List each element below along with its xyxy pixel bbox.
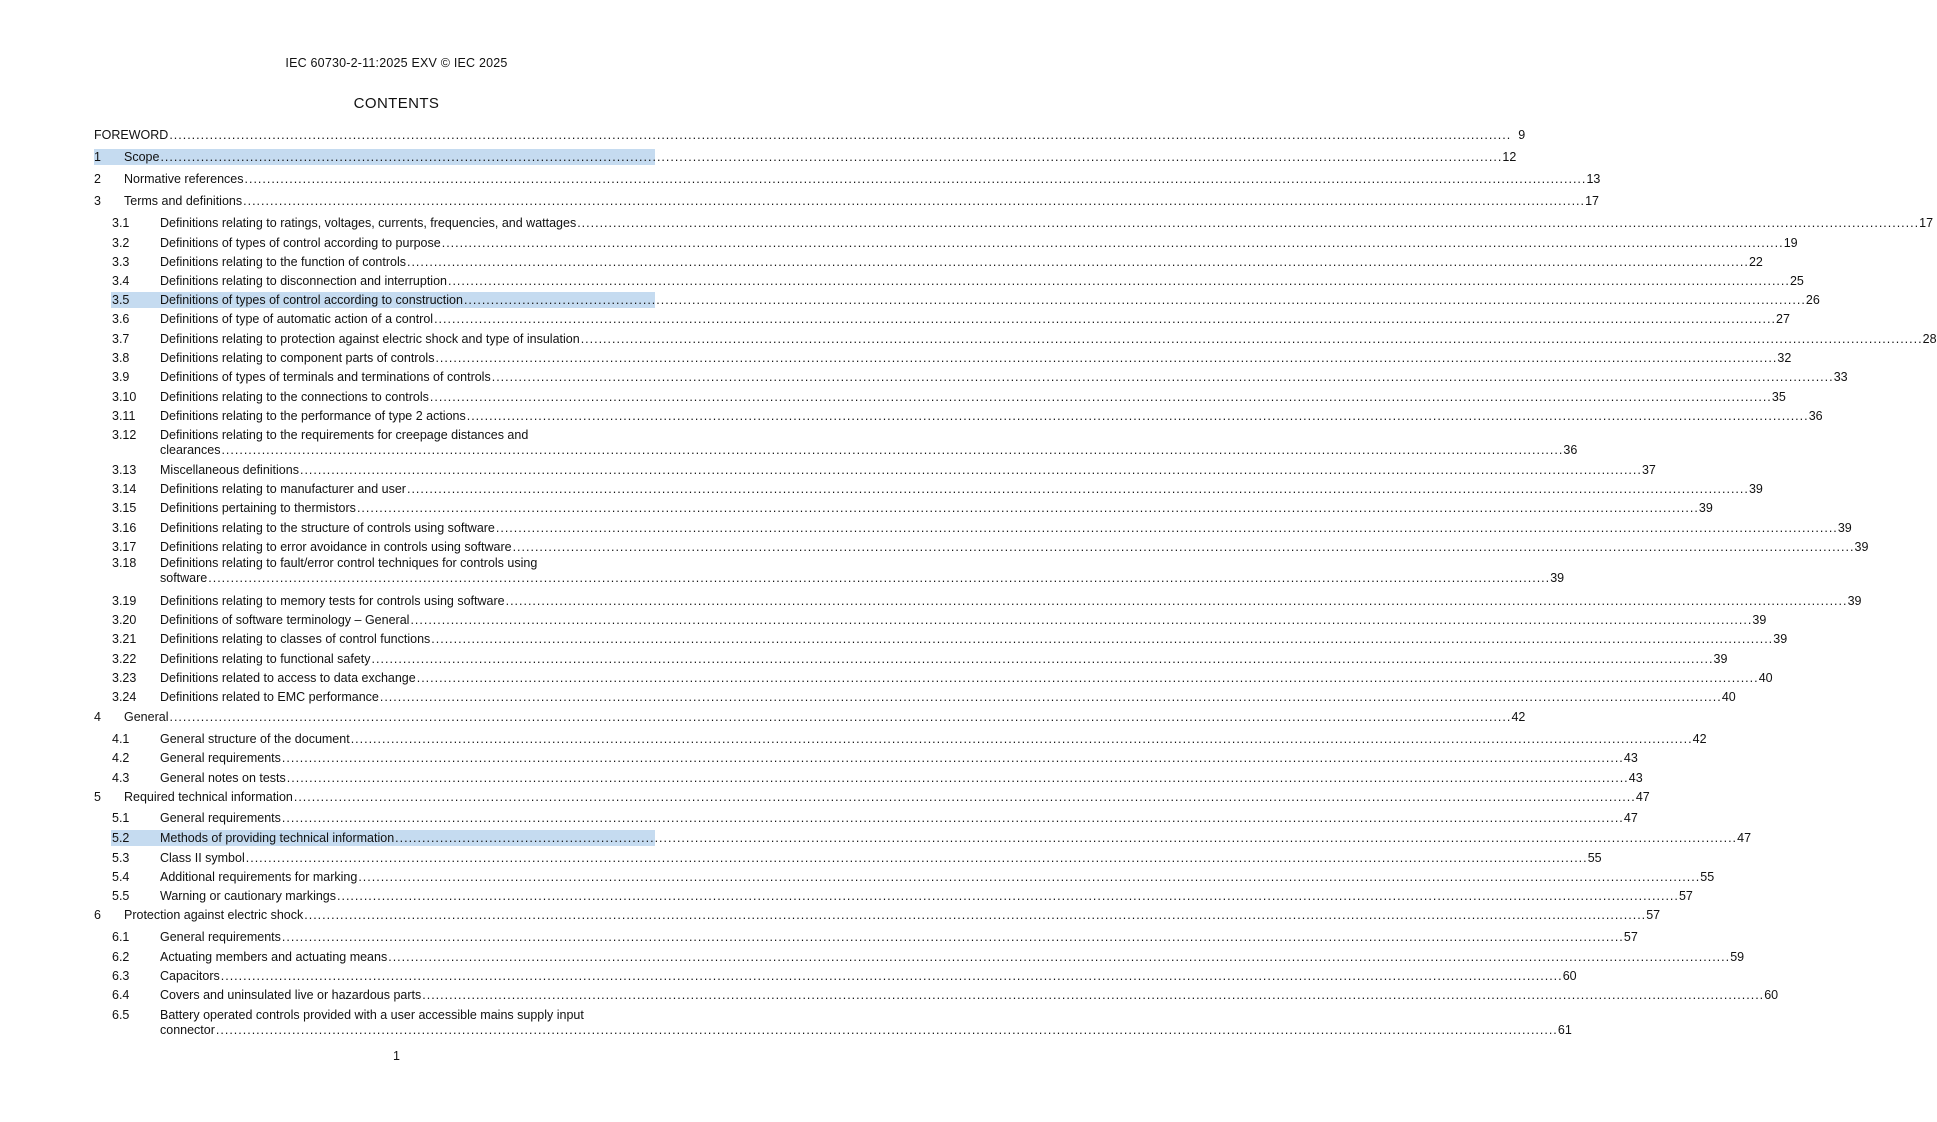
toc-entry-page: 22: [1748, 255, 1763, 269]
toc-entry-page: 39: [1550, 571, 1565, 585]
toc-entry-title: connector: [160, 1023, 215, 1037]
toc-entry-page: 47: [1737, 831, 1752, 845]
toc-entry-title: Definitions relating to manufacturer and user: [160, 482, 406, 496]
toc-entry-page: 43: [1623, 751, 1638, 765]
toc-entry-number: 5.5: [112, 889, 130, 903]
dot-leader: ............................................................................................................................................................................................................................................................................................................: [580, 332, 1923, 346]
toc-entry-page: 39: [1847, 594, 1862, 608]
toc-entry-number: 3.13: [112, 463, 137, 477]
dot-leader: ............................................................................................................................................................................................................................................................................................................: [293, 790, 1636, 804]
toc-entry-number: 4.2: [112, 751, 130, 765]
toc-entry-title: clearances: [160, 443, 221, 457]
toc-entry-page: 36: [1563, 443, 1578, 457]
toc-entry[interactable]: [94, 255, 1763, 270]
toc-entry-title: Definitions relating to disconnection and interruption: [160, 274, 447, 288]
toc-entry[interactable]: [94, 521, 1852, 536]
toc-entry-page: 60: [1764, 988, 1779, 1002]
toc-entry-page: 40: [1758, 671, 1773, 685]
toc-entry-title: Definitions of software terminology – General: [160, 613, 410, 627]
toc-entry-title: Terms and definitions: [124, 194, 243, 208]
toc-entry-title: General requirements: [160, 930, 281, 944]
toc-entry-number: 3.6: [112, 312, 130, 326]
toc-entry-number: 3.14: [112, 482, 137, 496]
toc-entry[interactable]: [94, 409, 1823, 424]
dot-leader: ............................................................................................................................................................................................................................................................................................................: [441, 236, 1784, 250]
toc-entry[interactable]: [94, 632, 1788, 647]
toc-entry-title: General: [124, 710, 169, 724]
dot-leader: ............................................................................................................................................................................................................................................................................................................: [388, 950, 1731, 964]
toc-entry-title: General requirements: [160, 811, 281, 825]
toc-entry-page: 57: [1623, 930, 1638, 944]
toc-entry-page: 57: [1646, 908, 1661, 922]
dot-leader: ............................................................................................................................................................................................................................................................................................................: [337, 889, 1679, 903]
toc-entry-title: Covers and uninsulated live or hazardous parts: [160, 988, 422, 1002]
dot-leader: ............................................................................................................................................................................................................................................................................................................: [395, 831, 1738, 845]
dot-leader: ............................................................................................................................................................................................................................................................................................................: [243, 194, 1585, 208]
toc-entry-page: 43: [1628, 771, 1643, 785]
toc-entry-number: 6.4: [112, 988, 130, 1002]
document-header: IEC 60730-2-11:2025 EXV © IEC 2025: [285, 56, 508, 70]
dot-leader: ............................................................................................................................................................................................................................................................................................................: [286, 771, 1629, 785]
toc-entry-number: 5.2: [112, 831, 130, 845]
toc-entry-title: Scope: [124, 150, 160, 164]
toc-entry[interactable]: [94, 988, 1779, 1003]
toc-entry-title: General notes on tests: [160, 771, 286, 785]
toc-entry-page: 47: [1623, 811, 1638, 825]
toc-entry[interactable]: [94, 851, 1602, 866]
toc-entry-number: 3.23: [112, 671, 137, 685]
toc-entry-page: 19: [1783, 236, 1798, 250]
toc-entry-page: 13: [1586, 172, 1601, 186]
toc-entry-number: 3.20: [112, 613, 137, 627]
toc-entry-number: 3.5: [112, 293, 130, 307]
toc-entry[interactable]: [94, 128, 1526, 143]
dot-leader: ............................................................................................................................................................................................................................................................................................................: [406, 482, 1749, 496]
toc-entry-page: 12: [1502, 150, 1517, 164]
dot-leader: ............................................................................................................................................................................................................................................................................................................: [434, 312, 1776, 326]
dot-leader: ............................................................................................................................................................................................................................................................................................................: [435, 351, 1778, 365]
toc-entry[interactable]: [94, 274, 1804, 289]
toc-entry[interactable]: [94, 501, 1713, 516]
dot-leader: ............................................................................................................................................................................................................................................................................................................: [245, 851, 1588, 865]
dot-leader: ............................................................................................................................................................................................................................................................................................................: [379, 690, 1722, 704]
toc-entry-number: 3.17: [112, 540, 137, 554]
toc-entry-page: 17: [1585, 194, 1599, 208]
dot-leader: ............................................................................................................................................................................................................................................................................................................: [215, 1023, 1558, 1037]
toc-entry-number: 5: [94, 790, 101, 804]
toc-entry-title: Definitions relating to error avoidance in controls using software: [160, 540, 512, 554]
toc-entry-number: 3.9: [112, 370, 130, 384]
dot-leader: ............................................................................................................................................................................................................................................................................................................: [356, 501, 1699, 515]
dot-leader: ............................................................................................................................................................................................................................................................................................................: [495, 521, 1838, 535]
dot-leader: ............................................................................................................................................................................................................................................................................................................: [431, 632, 1774, 646]
toc-entry-page: 32: [1777, 351, 1792, 365]
toc-entry-title: General structure of the document: [160, 732, 350, 746]
dot-leader: ............................................................................................................................................................................................................................................................................................................: [577, 216, 1920, 230]
toc-entry[interactable]: [94, 908, 1661, 923]
toc-entry[interactable]: [94, 790, 1650, 805]
toc-entry-number: 2: [94, 172, 101, 186]
toc-entry-page: 42: [1692, 732, 1707, 746]
toc-entry[interactable]: [94, 332, 1937, 347]
toc-entry-title: Normative references: [124, 172, 244, 186]
toc-entry-title: Definitions relating to the performance of type 2 actions: [160, 409, 466, 423]
toc-entry-title: Definitions relating to functional safety: [160, 652, 371, 666]
dot-leader: ............................................................................................................................................................................................................................................................................................................: [422, 988, 1765, 1002]
toc-entry[interactable]: [94, 1008, 1572, 1038]
contents-title: CONTENTS: [353, 95, 440, 112]
toc-entry[interactable]: [94, 351, 1792, 366]
toc-entry[interactable]: [94, 216, 1934, 231]
dot-leader: ............................................................................................................................................................................................................................................................................................................: [429, 390, 1772, 404]
toc-entry-number: 3.19: [112, 594, 137, 608]
toc-entry-number: 5.4: [112, 870, 130, 884]
toc-entry-title: Definitions relating to classes of control functions: [160, 632, 431, 646]
toc-entry-title: Definitions relating to ratings, voltages, currents, frequencies, and wattages: [160, 216, 577, 230]
toc-entry[interactable]: [94, 594, 1862, 609]
toc-entry-number: 3.21: [112, 632, 137, 646]
toc-entry-number: 3: [94, 194, 101, 208]
toc-entry[interactable]: [94, 652, 1728, 667]
toc-entry-page: 37: [1641, 463, 1656, 477]
toc-entry[interactable]: [94, 370, 1848, 385]
toc-entry-title: Protection against electric shock: [124, 908, 304, 922]
toc-entry-number: 4.3: [112, 771, 130, 785]
toc-entry-number: 3.18: [112, 556, 137, 570]
toc-entry-title: Additional requirements for marking: [160, 870, 358, 884]
dot-leader: ............................................................................................................................................................................................................................................................................................................: [410, 613, 1753, 627]
toc-entry-title-line1: Definitions relating to fault/error control techniques for controls using: [160, 556, 538, 570]
toc-entry-title: Definitions of type of automatic action of a control: [160, 312, 434, 326]
toc-entry-page: 47: [1635, 790, 1650, 804]
toc-entry-title: Definitions relating to protection against electric shock and type of insulation: [160, 332, 580, 346]
toc-entry-title: Definitions of types of terminals and terminations of controls: [160, 370, 491, 384]
toc-entry[interactable]: [94, 751, 1638, 766]
toc-entry[interactable]: [94, 236, 1798, 251]
toc-entry[interactable]: [94, 969, 1577, 984]
page-number: 1: [393, 1049, 400, 1063]
toc-entry-number: 6.2: [112, 950, 130, 964]
toc-entry-page: 39: [1837, 521, 1852, 535]
toc-entry[interactable]: [94, 540, 1869, 555]
dot-leader: ............................................................................................................................................................................................................................................................................................................: [160, 150, 1503, 164]
toc-entry[interactable]: [94, 889, 1693, 904]
toc-entry-number: 4: [94, 710, 101, 724]
toc-entry-title: Class II symbol: [160, 851, 245, 865]
toc-entry-title: General requirements: [160, 751, 281, 765]
toc-entry-page: 39: [1748, 482, 1763, 496]
toc-entry[interactable]: [94, 930, 1638, 945]
toc-entry-page: 57: [1678, 889, 1693, 903]
toc-entry-number: 3.3: [112, 255, 130, 269]
toc-entry[interactable]: [94, 312, 1790, 327]
dot-leader: ............................................................................................................................................................................................................................................................................................................: [244, 172, 1587, 186]
toc-entry-title: Actuating members and actuating means: [160, 950, 388, 964]
toc-entry[interactable]: [94, 390, 1786, 405]
toc-entry[interactable]: [94, 172, 1601, 187]
dot-leader: ............................................................................................................................................................................................................................................................................................................: [512, 540, 1855, 554]
toc-entry-page: 40: [1721, 690, 1736, 704]
toc-entry[interactable]: [94, 811, 1638, 826]
toc-entry-number: 5.1: [112, 811, 130, 825]
toc-entry-page: 42: [1511, 710, 1526, 724]
toc-entry-page: 28: [1922, 332, 1937, 346]
dot-leader: ............................................................................................................................................................................................................................................................................................................: [358, 870, 1701, 884]
toc-entry-title: Definitions pertaining to thermistors: [160, 501, 356, 515]
dot-leader: ............................................................................................................................................................................................................................................................................................................: [416, 671, 1759, 685]
toc-entry-number: 3.7: [112, 332, 130, 346]
toc-entry-number: 6: [94, 908, 101, 922]
dot-leader: ............................................................................................................................................................................................................................................................................................................: [281, 811, 1624, 825]
toc-entry-number: 3.10: [112, 390, 137, 404]
toc-entry-title: Miscellaneous definitions: [160, 463, 299, 477]
dot-leader: ............................................................................................................................................................................................................................................................................................................: [220, 969, 1563, 983]
toc-entry-title: Definitions relating to the connections to controls: [160, 390, 429, 404]
toc-entry-number: 6.5: [112, 1008, 130, 1022]
toc-entry-page: 60: [1562, 969, 1577, 983]
toc-entry-number: 3.16: [112, 521, 137, 535]
toc-entry[interactable]: [94, 293, 1820, 308]
toc-entry-page: 9: [1518, 128, 1526, 142]
toc-entry-number: 3.4: [112, 274, 130, 288]
toc-entry-title: Required technical information: [124, 790, 293, 804]
toc-entry-page: 39: [1698, 501, 1713, 515]
toc-entry-number: 3.8: [112, 351, 130, 365]
toc-entry[interactable]: [94, 428, 1578, 458]
toc-entry[interactable]: [94, 613, 1767, 628]
toc-entry-page: 35: [1771, 390, 1786, 404]
toc-entry[interactable]: [94, 150, 1517, 165]
dot-leader: ............................................................................................................................................................................................................................................................................................................: [221, 443, 1564, 457]
dot-leader: ............................................................................................................................................................................................................................................................................................................: [304, 908, 1647, 922]
toc-entry-page: 25: [1789, 274, 1804, 288]
toc-entry-page: 55: [1700, 870, 1715, 884]
dot-leader: ............................................................................................................................................................................................................................................................................................................: [169, 128, 1512, 142]
toc-entry-page: 39: [1854, 540, 1869, 554]
toc-entry-title: Capacitors: [160, 969, 220, 983]
dot-leader: ............................................................................................................................................................................................................................................................................................................: [299, 463, 1642, 477]
toc-entry-title: Definitions of types of control according to purpose: [160, 236, 441, 250]
toc-entry-title: Warning or cautionary markings: [160, 889, 336, 903]
toc-entry[interactable]: [94, 771, 1643, 786]
dot-leader: ............................................................................................................................................................................................................................................................................................................: [281, 930, 1624, 944]
dot-leader: ............................................................................................................................................................................................................................................................................................................: [281, 751, 1624, 765]
toc-entry-page: 55: [1587, 851, 1602, 865]
toc-entry-page: 39: [1713, 652, 1728, 666]
toc-entry[interactable]: [94, 732, 1707, 747]
toc-entry-title: Definitions related to access to data exchange: [160, 671, 416, 685]
toc-entry-number: 3.22: [112, 652, 137, 666]
toc-entry-page: 27: [1776, 312, 1790, 326]
toc-entry-page: 39: [1773, 632, 1788, 646]
toc-entry-title: Definitions relating to the structure of controls using software: [160, 521, 495, 535]
toc-entry-page: 33: [1833, 370, 1848, 384]
toc-entry-title: software: [160, 571, 208, 585]
toc-entry-title: Definitions relating to the function of controls: [160, 255, 406, 269]
toc-entry[interactable]: [94, 710, 1526, 725]
toc-entry-page: 17: [1919, 216, 1934, 230]
toc-entry-number: 5.3: [112, 851, 130, 865]
toc-entry[interactable]: [94, 671, 1773, 686]
dot-leader: ............................................................................................................................................................................................................................................................................................................: [447, 274, 1790, 288]
dot-leader: ............................................................................................................................................................................................................................................................................................................: [208, 571, 1551, 585]
toc-entry-title-line1: Definitions relating to the requirements for creepage distances and: [160, 428, 529, 442]
toc-entry-title: FOREWORD: [94, 128, 169, 142]
dot-leader: ............................................................................................................................................................................................................................................................................................................: [350, 732, 1693, 746]
toc-entry-page: 26: [1805, 293, 1820, 307]
toc-entry-number: 6.1: [112, 930, 130, 944]
toc-entry[interactable]: [94, 950, 1745, 965]
toc-entry-title: Definitions relating to memory tests for controls using software: [160, 594, 505, 608]
dot-leader: ............................................................................................................................................................................................................................................................................................................: [371, 652, 1714, 666]
toc-entry-number: 4.1: [112, 732, 130, 746]
toc-entry-number: 3.2: [112, 236, 130, 250]
toc-entry-page: 36: [1808, 409, 1823, 423]
toc-entry-page: 61: [1557, 1023, 1572, 1037]
toc-entry[interactable]: [94, 463, 1656, 478]
dot-leader: ............................................................................................................................................................................................................................................................................................................: [466, 409, 1809, 423]
toc-entry-number: 3.1: [112, 216, 130, 230]
toc-entry[interactable]: [94, 831, 1752, 846]
toc-entry-number: 3.11: [112, 409, 136, 423]
toc-entry[interactable]: [94, 194, 1599, 209]
dot-leader: ............................................................................................................................................................................................................................................................................................................: [491, 370, 1834, 384]
toc-entry-title: Definitions related to EMC performance: [160, 690, 379, 704]
toc-entry-title: Definitions relating to component parts of controls: [160, 351, 435, 365]
dot-leader: ............................................................................................................................................................................................................................................................................................................: [169, 710, 1512, 724]
toc-entry[interactable]: [94, 870, 1715, 885]
dot-leader: ............................................................................................................................................................................................................................................................................................................: [406, 255, 1749, 269]
toc-entry[interactable]: [94, 482, 1763, 497]
toc-entry[interactable]: [94, 690, 1736, 705]
toc-entry-page: 39: [1752, 613, 1767, 627]
toc-entry[interactable]: [94, 556, 1565, 586]
toc-entry-number: 3.12: [112, 428, 137, 442]
toc-entry-title: Methods of providing technical information: [160, 831, 395, 845]
toc-entry-number: 6.3: [112, 969, 130, 983]
toc-entry-number: 3.24: [112, 690, 137, 704]
toc-entry-number: 3.15: [112, 501, 137, 515]
dot-leader: ............................................................................................................................................................................................................................................................................................................: [505, 594, 1848, 608]
toc-entry-page: 59: [1730, 950, 1745, 964]
toc-entry-title-line1: Battery operated controls provided with a user accessible mains supply input: [160, 1008, 584, 1022]
dot-leader: ............................................................................................................................................................................................................................................................................................................: [463, 293, 1806, 307]
toc-entry-number: 1: [94, 150, 101, 164]
toc-entry-title: Definitions of types of control according to construction: [160, 293, 463, 307]
